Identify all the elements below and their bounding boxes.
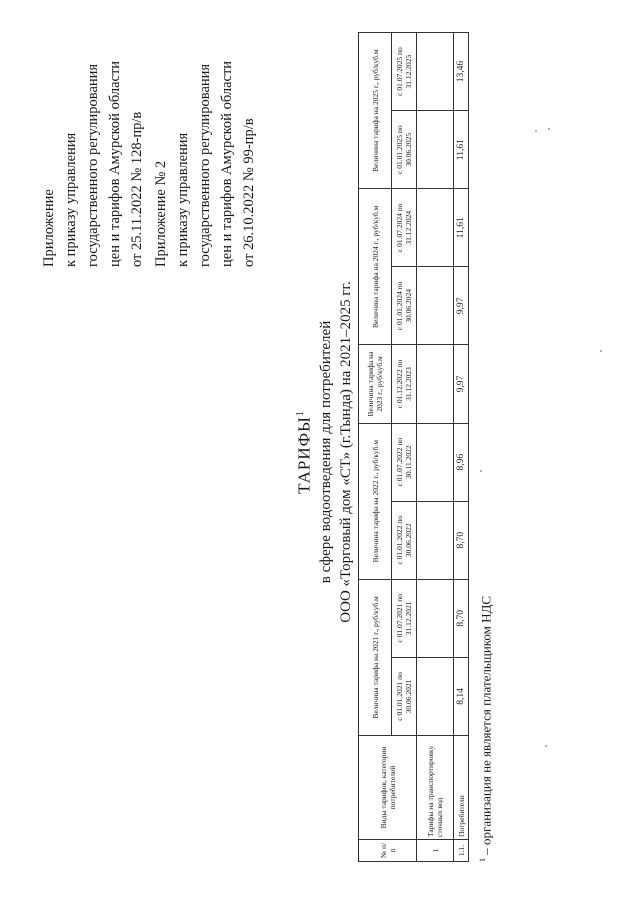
document-subtitle-2: ООО «Торговый дом «СТ» (г.Тында) на 2021–2025 гг. bbox=[337, 281, 354, 623]
column-header-year-2023: Величина тарифа на 2023 г., руб/куб.м bbox=[359, 345, 392, 423]
tariff-table bbox=[358, 32, 469, 862]
appendix-line: к приказу управления bbox=[175, 132, 191, 267]
title-footnote-mark: 1 bbox=[295, 410, 306, 417]
appendix-line: к приказу управления bbox=[63, 132, 79, 267]
period-header: с 01.12.2022 по 31.12.2023 bbox=[392, 345, 417, 423]
period-header: с 01.01.2021 по 30.06.2021 bbox=[392, 657, 417, 735]
appendix-line: цен и тарифов Амурской области bbox=[219, 60, 235, 267]
row-label: Потребители bbox=[454, 736, 469, 840]
period-header: с 01.07.2021 по 31.12.2021 bbox=[392, 579, 417, 657]
column-header-year-2025: Величина тарифа на 2025 г., руб/куб.м bbox=[359, 33, 392, 189]
scan-speck bbox=[600, 350, 602, 352]
period-header: с 01.01.2022 по 30.06.2022 bbox=[392, 501, 417, 579]
table-row bbox=[417, 33, 454, 862]
footnote bbox=[478, 596, 494, 862]
appendix-line: Приложение № 2 bbox=[153, 160, 169, 267]
table-cell bbox=[417, 189, 454, 267]
appendix-line: государственного регулирования bbox=[197, 63, 213, 267]
scan-speck bbox=[535, 130, 537, 132]
footnote-mark: 1 bbox=[478, 858, 487, 862]
appendix-line: от 26.10.2022 № 99-пр/в bbox=[241, 118, 257, 267]
period-header: с 01.07.2022 по 30.11.2022 bbox=[392, 423, 417, 501]
column-header-year-2021: Величина тарифа на 2021 г., руб/куб.м bbox=[359, 579, 392, 735]
table-row bbox=[454, 33, 469, 862]
appendix-line: государственного регулирования bbox=[85, 63, 101, 267]
document-header bbox=[20, 17, 620, 887]
document-title bbox=[290, 17, 316, 887]
table-header-row bbox=[359, 33, 392, 862]
tariff-value: 9,97 bbox=[454, 345, 469, 423]
period-header: с 01.07.2024 по 31.12.2024 bbox=[392, 189, 417, 267]
column-header-year-2022: Величина тарифа на 2022 г., руб/куб.м bbox=[359, 423, 392, 579]
scan-speck bbox=[545, 745, 547, 747]
table-cell bbox=[417, 111, 454, 189]
tariff-value: 8,96 bbox=[454, 423, 469, 501]
row-label: Тарифы на транспортировку сточных вод bbox=[417, 736, 454, 840]
appendix-reference-2 bbox=[150, 61, 260, 267]
footnote-text: – организация не является плательщиком НДС bbox=[478, 595, 494, 858]
period-header: с 01.01.2025 по 30.06.2025 bbox=[392, 111, 417, 189]
row-number: 1 bbox=[417, 840, 454, 862]
appendix-line: цен и тарифов Амурской области bbox=[107, 60, 123, 267]
tariff-value: 13,46 bbox=[454, 33, 469, 111]
appendix-reference-1 bbox=[38, 61, 148, 267]
tariff-value: 8,14 bbox=[454, 657, 469, 735]
table-cell bbox=[417, 267, 454, 345]
column-header-tariff-type: Виды тарифов, категории потребителей bbox=[359, 736, 417, 840]
tariff-value: 11,61 bbox=[454, 111, 469, 189]
column-header-number: № п/п bbox=[359, 840, 417, 862]
period-header: с 01.07.2025 по 31.12.2025 bbox=[392, 33, 417, 111]
table-cell bbox=[417, 345, 454, 423]
table-cell bbox=[417, 423, 454, 501]
appendix-line: от 25.11.2022 № 128-пр/в bbox=[129, 111, 145, 267]
scan-speck bbox=[480, 470, 482, 472]
table-cell bbox=[417, 579, 454, 657]
scan-speck bbox=[548, 128, 550, 130]
document-titles bbox=[290, 17, 356, 887]
tariff-value: 9,97 bbox=[454, 267, 469, 345]
table-cell bbox=[417, 501, 454, 579]
period-header: с 01.01.2024 по 30.06.2024 bbox=[392, 267, 417, 345]
tariff-value: 8,70 bbox=[454, 501, 469, 579]
rotated-document-page bbox=[20, 17, 620, 887]
appendix-line: Приложение bbox=[41, 189, 57, 267]
tariff-value: 8,70 bbox=[454, 579, 469, 657]
tariff-value: 11,61 bbox=[454, 189, 469, 267]
column-header-year-2024: Величина тарифа на 2024 г., руб/куб.м bbox=[359, 189, 392, 345]
table-cell bbox=[417, 657, 454, 735]
title-text: ТАРИФЫ bbox=[294, 416, 314, 494]
row-number: 1.1. bbox=[454, 840, 469, 862]
table-cell bbox=[417, 33, 454, 111]
document-subtitle-1: в сфере водоотведения для потребителей bbox=[317, 320, 334, 584]
